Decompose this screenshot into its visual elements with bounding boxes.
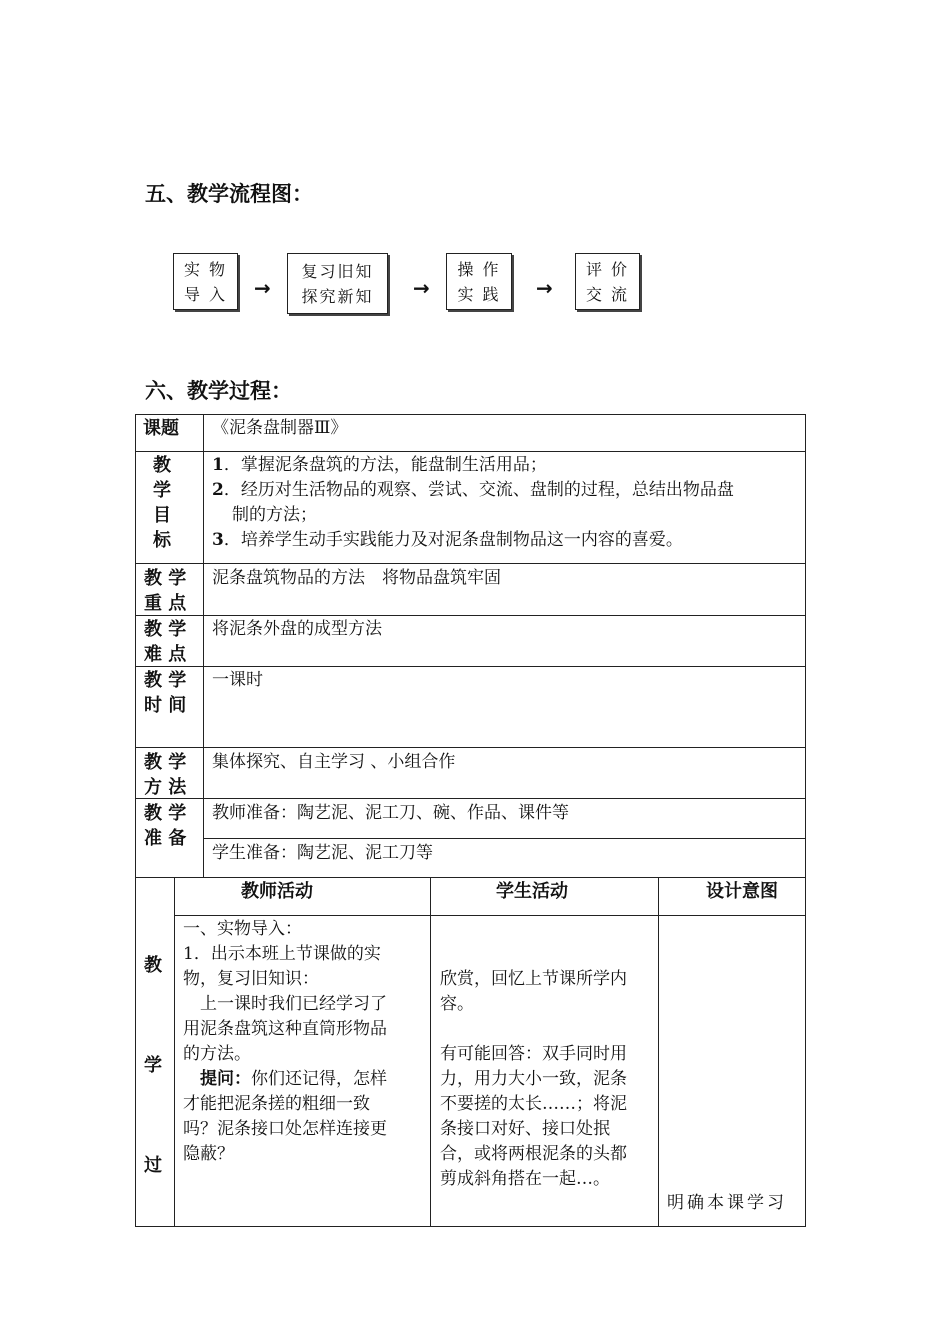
row-divider: [135, 877, 805, 878]
row-divider: [135, 666, 805, 667]
row-divider: [135, 747, 805, 748]
flow-box-1-line1: 实 物: [183, 259, 228, 279]
goal-3: [212, 528, 683, 553]
col-divider: [174, 877, 175, 1226]
flow-arrow-2: →: [413, 276, 430, 300]
goal-2-cont: 制的方法；: [232, 505, 317, 525]
col-header-teacher: 教师活动: [241, 881, 313, 902]
process-heading: 六、教学过程：: [145, 379, 292, 403]
flow-box-1-line2: 导 入: [183, 284, 228, 304]
question-label: 提问：: [200, 1069, 251, 1089]
col-header-student: 学生活动: [496, 881, 568, 902]
student-activity-2: [440, 1042, 652, 1192]
goal-3-num: 3: [212, 530, 224, 550]
goal-1-text: ．掌握泥条盘筑的方法，能盘制生活用品；: [223, 455, 547, 475]
design-intent: 明确本课学习: [667, 1193, 787, 1213]
goals-label-2: 学: [153, 480, 171, 501]
difficulty-label-1: 教 学: [144, 619, 187, 640]
flow-arrow-3: →: [536, 276, 553, 300]
goal-1-num: 1: [212, 455, 224, 475]
student-activity-1: [440, 967, 652, 1017]
goal-2-text: ．经历对生活物品的观察、尝试、交流、盘制的过程，总结出物品盘: [223, 480, 734, 500]
flow-box-3-line2: 实 践: [457, 284, 501, 304]
key-label-2: 重 点: [144, 593, 187, 614]
teacher-question-line: [183, 1067, 425, 1092]
method-label-1: 教 学: [144, 752, 187, 773]
row-divider: [135, 615, 805, 616]
process-label-2: 学: [144, 1055, 162, 1076]
time-value: 一课时: [212, 670, 263, 690]
flow-box-4: [575, 253, 640, 310]
teacher-line: 一、实物导入：: [183, 919, 302, 939]
flow-box-2-line2: 探究新知: [301, 286, 374, 306]
teacher-activity: [183, 917, 425, 1167]
process-label-3: 过: [144, 1155, 162, 1176]
prep-label-1: 教 学: [144, 803, 187, 824]
key-label-1: 教 学: [144, 568, 187, 589]
goals-label-1: 教: [153, 455, 171, 476]
flow-arrow-1: →: [254, 276, 271, 300]
flow-box-3: [446, 253, 512, 310]
teacher-line: 1．出示本班上节课做的实: [183, 944, 381, 964]
student-line: 容。: [440, 994, 474, 1014]
row-divider: [203, 838, 805, 839]
col-divider: [430, 877, 431, 1226]
flow-box-4-line1: 评 价: [585, 259, 630, 279]
difficulty-label-2: 难 点: [144, 644, 187, 665]
difficulty-value: 将泥条外盘的成型方法: [212, 619, 382, 639]
flow-box-2: [287, 253, 388, 314]
row-divider: [135, 451, 805, 452]
student-line: 条接口对好、接口处抿: [440, 1119, 610, 1139]
row-divider: [174, 915, 805, 916]
flow-heading: 五、教学流程图：: [145, 182, 313, 206]
goal-2: [212, 478, 734, 503]
prep-label-2: 准 备: [144, 828, 187, 849]
time-label-2: 时 间: [144, 695, 187, 716]
prep-teacher: 教师准备：陶艺泥、泥工刀、碗、作品、课件等: [212, 803, 569, 823]
col-header-design: 设计意图: [706, 881, 778, 902]
question-text: 你们还记得，怎样: [251, 1069, 387, 1089]
topic-value: 《泥条盘制器Ⅲ》: [212, 418, 348, 438]
goals-label-4: 标: [153, 530, 171, 551]
flow-box-1: [173, 253, 238, 310]
flow-box-3-line1: 操 作: [457, 259, 501, 279]
student-line: 不要搓的太长……；将泥: [440, 1094, 627, 1114]
student-line: 有可能回答：双手同时用: [440, 1044, 627, 1064]
col-divider: [203, 414, 204, 877]
teacher-line: 才能把泥条搓的粗细一致: [183, 1094, 370, 1114]
student-line: 力，用力大小一致，泥条: [440, 1069, 627, 1089]
goal-2-num: 2: [212, 480, 224, 500]
teacher-line: 物，复习旧知识：: [183, 969, 319, 989]
student-line: 合，或将两根泥条的头都: [440, 1144, 627, 1164]
goals-label-3: 目: [153, 505, 171, 526]
col-divider: [658, 877, 659, 1226]
prep-student: 学生准备：陶艺泥、泥工刀等: [212, 843, 433, 863]
student-line: 欣赏，回忆上节课所学内: [440, 969, 627, 989]
method-value: 集体探究、自主学习 、小组合作: [212, 752, 456, 772]
teacher-line: 用泥条盘筑这种直筒形物品: [183, 1019, 387, 1039]
topic-label: 课题: [143, 418, 179, 439]
process-label-1: 教: [144, 955, 162, 976]
row-divider: [135, 798, 805, 799]
teacher-line: 的方法。: [183, 1044, 251, 1064]
flow-box-4-line2: 交 流: [585, 284, 630, 304]
goal-1: [212, 453, 547, 478]
row-divider: [135, 563, 805, 564]
teacher-line: 上一课时我们已经学习了: [183, 994, 387, 1014]
key-value: 泥条盘筑物品的方法 将物品盘筑牢固: [212, 568, 501, 588]
teacher-line: 隐蔽？: [183, 1144, 234, 1164]
method-label-2: 方 法: [144, 777, 187, 798]
student-line: 剪成斜角搭在一起…。: [440, 1169, 610, 1189]
teacher-line: 吗？泥条接口处怎样连接更: [183, 1119, 387, 1139]
flow-box-2-line1: 复习旧知: [301, 261, 374, 281]
goal-3-text: ．培养学生动手实践能力及对泥条盘制物品这一内容的喜爱。: [223, 530, 683, 550]
time-label-1: 教 学: [144, 670, 187, 691]
